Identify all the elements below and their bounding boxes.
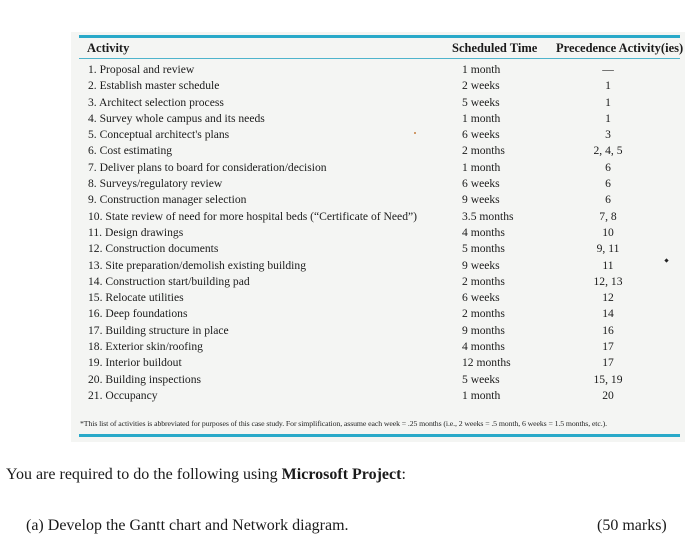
scheduled-time-cell: 4 months	[462, 340, 505, 354]
scheduled-time-cell: 9 weeks	[462, 258, 500, 272]
precedence-cell: 3	[605, 128, 611, 142]
precedence-cell: —	[602, 63, 614, 76]
activity-cell: 9. Construction manager selection	[88, 193, 247, 207]
activity-cell: 2. Establish master schedule	[88, 79, 220, 93]
activity-cell: 15. Relocate utilities	[88, 291, 184, 305]
table-top-rule	[79, 35, 680, 38]
activity-cell: 13. Site preparation/demolish existing building	[88, 258, 306, 272]
activity-cell: 20. Building inspections	[88, 372, 202, 386]
header-precedence: Precedence Activity(ies)	[556, 41, 684, 55]
scheduled-time-cell: 6 weeks	[462, 177, 500, 191]
activity-cell: 1. Proposal and review	[88, 63, 195, 76]
precedence-cell: 11	[602, 258, 614, 272]
question-part-a: (a) Develop the Gantt chart and Network diagram.	[26, 517, 349, 534]
scheduled-time-cell: 4 months	[462, 225, 505, 239]
activity-cell: 16. Deep foundations	[88, 307, 188, 321]
scheduled-time-cell: 1 month	[462, 63, 501, 76]
table-row	[0, 160, 700, 176]
question-intro-prefix: You are required to do the following using	[6, 466, 282, 483]
scheduled-time-cell: 12 months	[462, 356, 511, 370]
table-row	[0, 192, 700, 208]
question-intro-suffix: :	[401, 466, 406, 483]
table-row	[0, 78, 700, 94]
precedence-cell: 1	[605, 95, 611, 109]
table-row	[0, 241, 700, 257]
scheduled-time-cell: 6 weeks	[462, 128, 500, 142]
table-row	[0, 339, 700, 355]
precedence-cell: 17	[602, 356, 614, 370]
activity-cell: 8. Surveys/regulatory review	[88, 177, 223, 191]
table-row	[0, 143, 700, 159]
scheduled-time-cell: 1 month	[462, 111, 501, 125]
precedence-cell: 15, 19	[593, 372, 623, 386]
activity-cell: 4. Survey whole campus and its needs	[88, 111, 265, 125]
precedence-cell: 14	[602, 307, 614, 321]
precedence-cell: 6	[605, 160, 611, 174]
activity-cell: 21. Occupancy	[88, 388, 158, 402]
scheduled-time-cell: 2 months	[462, 144, 505, 158]
question-part-a-marks: (50 marks)	[597, 517, 667, 534]
activity-cell: 18. Exterior skin/roofing	[88, 340, 203, 354]
precedence-cell: 6	[605, 177, 611, 191]
activity-cell: 14. Construction start/building pad	[88, 274, 250, 288]
precedence-cell: 10	[602, 225, 614, 239]
table-row	[0, 274, 700, 290]
activity-cell: 19. Interior buildout	[88, 356, 182, 370]
scheduled-time-cell: 5 weeks	[462, 372, 500, 386]
table-bottom-rule	[79, 434, 680, 437]
activity-cell: 12. Construction documents	[88, 242, 219, 256]
scheduled-time-cell: 2 weeks	[462, 79, 500, 93]
table-row	[0, 372, 700, 388]
table-row	[0, 225, 700, 241]
table-row	[0, 95, 700, 111]
precedence-cell: 9, 11	[596, 242, 620, 256]
precedence-cell: 16	[602, 323, 614, 337]
scheduled-time-cell: 9 months	[462, 323, 505, 337]
scheduled-time-cell: 1 month	[462, 388, 501, 402]
activity-cell: 7. Deliver plans to board for consideration/decision	[88, 160, 327, 174]
precedence-cell: 20	[602, 388, 614, 402]
table-row	[0, 127, 700, 143]
table-row	[0, 388, 700, 404]
activity-cell: 10. State review of need for more hospital beds (“Certificate of Need”)	[88, 209, 418, 223]
question-intro	[6, 466, 406, 484]
activity-cell: 3. Architect selection process	[88, 95, 224, 109]
table-row	[0, 306, 700, 322]
precedence-cell: 7, 8	[599, 209, 617, 223]
table-row	[0, 290, 700, 306]
precedence-cell: 12	[602, 291, 614, 305]
scheduled-time-cell: 2 months	[462, 307, 505, 321]
precedence-cell: 1	[605, 111, 611, 125]
precedence-cell: 12, 13	[593, 274, 623, 288]
table-row	[0, 176, 700, 192]
scheduled-time-cell: 1 month	[462, 160, 501, 174]
activity-table-body	[0, 62, 700, 404]
header-activity: Activity	[87, 41, 130, 55]
table-row	[0, 209, 700, 225]
table-row	[0, 62, 700, 78]
precedence-cell: 1	[605, 79, 611, 93]
scheduled-time-cell: 3.5 months	[462, 209, 514, 223]
scheduled-time-cell: 9 weeks	[462, 193, 500, 207]
activity-cell: 6. Cost estimating	[88, 144, 173, 158]
activity-cell: 5. Conceptual architect's plans	[88, 128, 230, 142]
precedence-cell: 17	[602, 340, 614, 354]
precedence-cell: 6	[605, 193, 611, 207]
question-intro-software: Microsoft Project	[281, 466, 402, 483]
table-header-rule	[79, 58, 680, 59]
precedence-cell: 2, 4, 5	[593, 144, 623, 158]
table-row	[0, 355, 700, 371]
table-row	[0, 111, 700, 127]
scheduled-time-cell: 5 weeks	[462, 95, 500, 109]
scheduled-time-cell: 5 months	[462, 242, 505, 256]
table-row	[0, 323, 700, 339]
scheduled-time-cell: 6 weeks	[462, 291, 500, 305]
activity-cell: 11. Design drawings	[88, 225, 184, 239]
scan-speck	[414, 132, 416, 134]
scheduled-time-cell: 2 months	[462, 274, 505, 288]
table-row	[0, 258, 700, 274]
table-footnote: *This list of activities is abbreviated for purposes of this case study. For simplification, assume each week = .25 months (i.e., 2 weeks = .5 month, 6 weeks = 1.5 months, etc.).	[80, 419, 607, 428]
activity-cell: 17. Building structure in place	[88, 323, 229, 337]
header-scheduled-time: Scheduled Time	[452, 41, 538, 55]
